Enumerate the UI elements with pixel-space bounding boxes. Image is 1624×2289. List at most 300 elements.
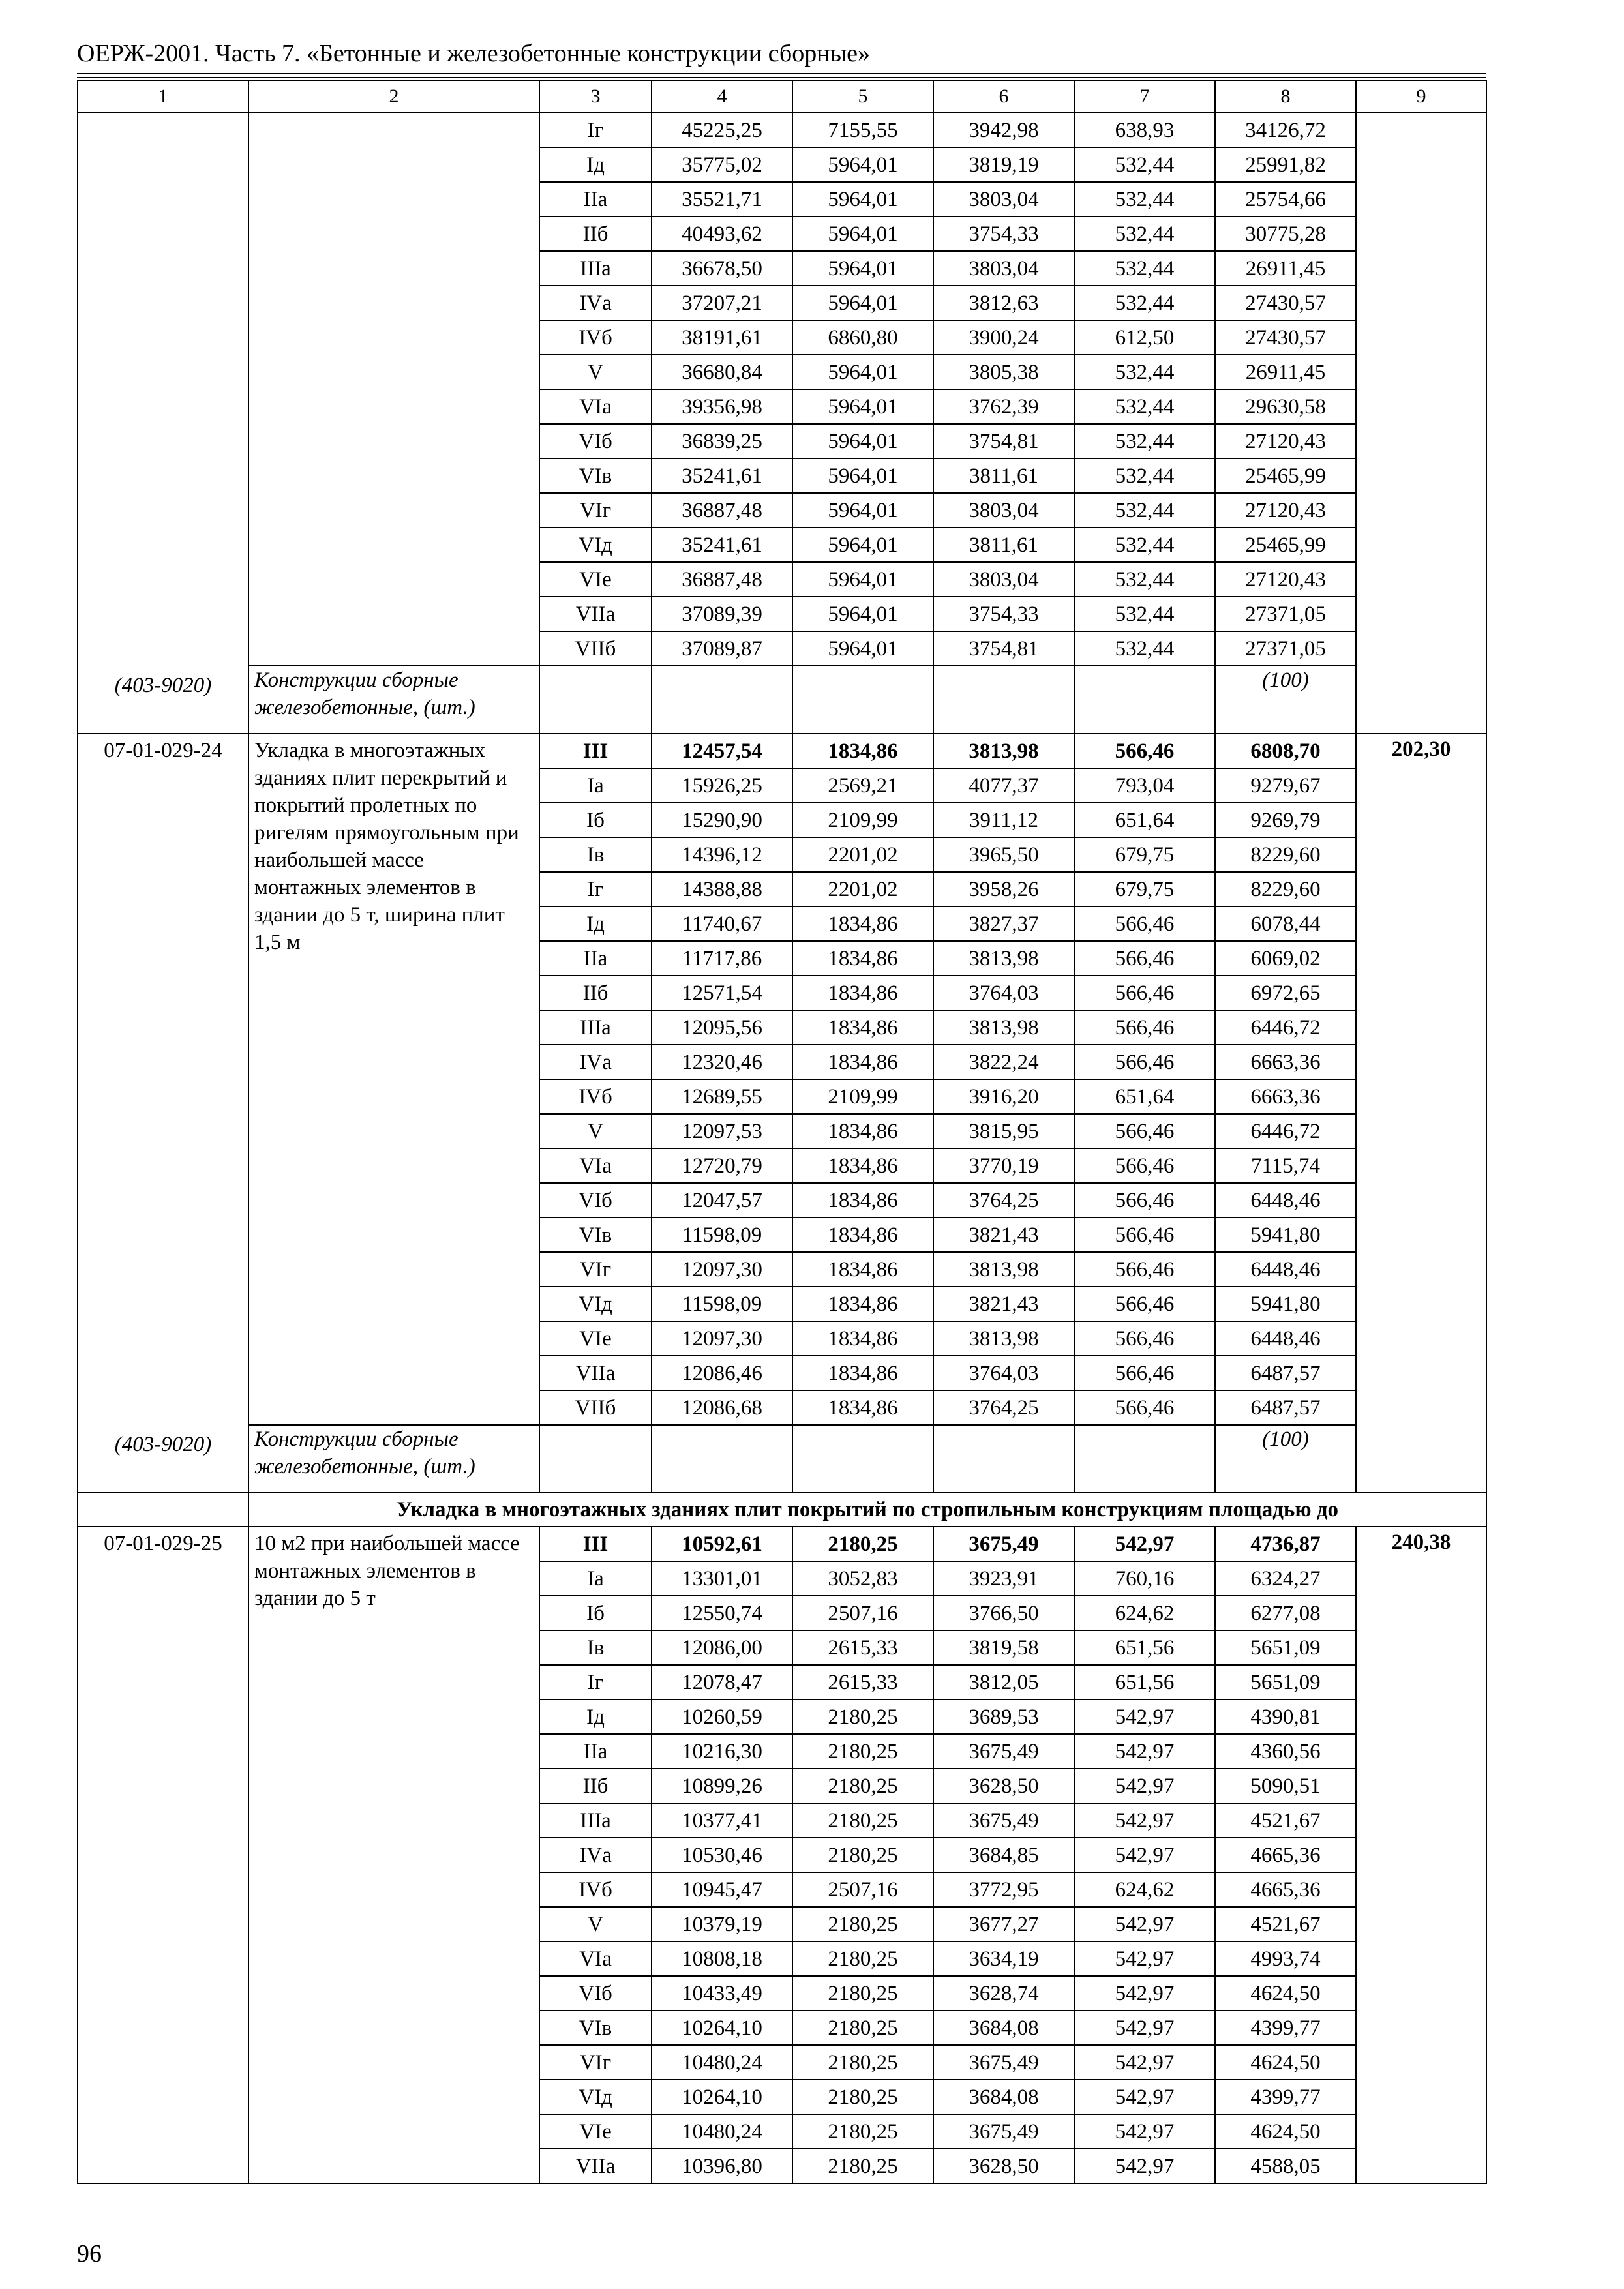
value-cell-c4: 10899,26 <box>652 1769 792 1803</box>
value-cell-c4: 10396,80 <box>652 2149 792 2183</box>
value-cell-c6: 3819,19 <box>933 147 1074 182</box>
value-cell-c6: 3821,43 <box>933 1287 1074 1321</box>
value-cell-c5: 2615,33 <box>792 1665 933 1699</box>
zone-cell: IVб <box>539 1872 652 1907</box>
value-cell-c8: 26911,45 <box>1215 251 1356 286</box>
value-cell-c7: 612,50 <box>1074 320 1215 355</box>
value-cell-c5: 1834,86 <box>792 1183 933 1218</box>
zone-cell: VIа <box>539 1148 652 1183</box>
table-row <box>78 1527 1486 1561</box>
value-cell-c4: 12457,54 <box>652 734 792 768</box>
value-cell-c7: 532,44 <box>1074 458 1215 493</box>
description-cell <box>248 113 539 666</box>
value-cell-c5: 2507,16 <box>792 1872 933 1907</box>
value-cell-c8: 4993,74 <box>1215 1941 1356 1976</box>
value-cell-c6: 4077,37 <box>933 768 1074 803</box>
value-cell-c5: 1834,86 <box>792 1287 933 1321</box>
value-cell-c8: 6487,57 <box>1215 1390 1356 1425</box>
value-cell-c8: 6069,02 <box>1215 941 1356 976</box>
zone-cell: VIб <box>539 1976 652 2011</box>
value-cell-c6: 3900,24 <box>933 320 1074 355</box>
value-cell-c8: 4588,05 <box>1215 2149 1356 2183</box>
value-cell-c6: 3803,04 <box>933 493 1074 528</box>
value-cell-c6: 3812,63 <box>933 286 1074 320</box>
value-cell-c6: 3628,74 <box>933 1976 1074 2011</box>
value-cell-c5: 2180,25 <box>792 1734 933 1769</box>
value-cell-c7: 566,46 <box>1074 1287 1215 1321</box>
value-cell-c7: 542,97 <box>1074 2114 1215 2149</box>
zone-cell: VIа <box>539 1941 652 1976</box>
value-cell-c5: 1834,86 <box>792 1390 933 1425</box>
value-cell-c5: 1834,86 <box>792 941 933 976</box>
value-cell-c7: 566,46 <box>1074 1356 1215 1390</box>
value-cell-c6: 3822,24 <box>933 1045 1074 1079</box>
table-row <box>78 113 1486 147</box>
value-cell-c6: 3764,03 <box>933 976 1074 1010</box>
zone-cell: VIе <box>539 562 652 597</box>
value-cell-c6: 3958,26 <box>933 872 1074 906</box>
zone-cell: Iв <box>539 1630 652 1665</box>
zone-cell: Iд <box>539 906 652 941</box>
value-cell-c8: 25991,82 <box>1215 147 1356 182</box>
value-cell-c4: 12078,47 <box>652 1665 792 1699</box>
resource-empty <box>933 666 1074 734</box>
value-cell-c5: 2180,25 <box>792 1769 933 1803</box>
value-cell-c4: 36887,48 <box>652 493 792 528</box>
section-title-row <box>78 1493 1486 1527</box>
value-cell-c5: 2180,25 <box>792 1976 933 2011</box>
value-cell-c7: 542,97 <box>1074 2045 1215 2080</box>
value-cell-c7: 532,44 <box>1074 147 1215 182</box>
value-cell-c8: 29630,58 <box>1215 389 1356 424</box>
value-cell-c6: 3764,25 <box>933 1390 1074 1425</box>
value-cell-c7: 566,46 <box>1074 1010 1215 1045</box>
value-cell-c8: 30775,28 <box>1215 217 1356 251</box>
value-cell-c6: 3675,49 <box>933 2114 1074 2149</box>
value-cell-c4: 35521,71 <box>652 182 792 217</box>
column-number: 3 <box>539 80 652 113</box>
resource-row <box>78 666 1486 734</box>
value-cell-c6: 3813,98 <box>933 734 1074 768</box>
value-cell-c8: 27120,43 <box>1215 562 1356 597</box>
total-cell <box>1356 113 1486 734</box>
value-cell-c7: 542,97 <box>1074 1803 1215 1838</box>
value-cell-c7: 566,46 <box>1074 1114 1215 1148</box>
code-cell <box>78 113 248 734</box>
value-cell-c5: 5964,01 <box>792 251 933 286</box>
value-cell-c7: 566,46 <box>1074 1252 1215 1287</box>
resource-code: (403-9020) <box>114 1433 212 1456</box>
value-cell-c8: 27371,05 <box>1215 631 1356 666</box>
value-cell-c5: 5964,01 <box>792 528 933 562</box>
value-cell-c6: 3942,98 <box>933 113 1074 147</box>
value-cell-c8: 25465,99 <box>1215 458 1356 493</box>
value-cell-c7: 542,97 <box>1074 1699 1215 1734</box>
value-cell-c6: 3634,19 <box>933 1941 1074 1976</box>
value-cell-c8: 27120,43 <box>1215 424 1356 458</box>
zone-cell: Iа <box>539 768 652 803</box>
value-cell-c5: 2180,25 <box>792 1838 933 1872</box>
value-cell-c6: 3764,03 <box>933 1356 1074 1390</box>
zone-cell: VIIа <box>539 597 652 631</box>
value-cell-c4: 10480,24 <box>652 2114 792 2149</box>
zone-cell: V <box>539 355 652 389</box>
table-row <box>78 734 1486 768</box>
value-cell-c5: 1834,86 <box>792 1010 933 1045</box>
value-cell-c7: 542,97 <box>1074 1976 1215 2011</box>
resource-qty: (100) <box>1215 1425 1356 1493</box>
value-cell-c8: 4399,77 <box>1215 2011 1356 2045</box>
value-cell-c4: 12086,46 <box>652 1356 792 1390</box>
value-cell-c4: 35775,02 <box>652 147 792 182</box>
resource-empty <box>792 666 933 734</box>
value-cell-c8: 34126,72 <box>1215 113 1356 147</box>
value-cell-c6: 3754,33 <box>933 597 1074 631</box>
value-cell-c6: 3813,98 <box>933 1321 1074 1356</box>
value-cell-c4: 14396,12 <box>652 837 792 872</box>
value-cell-c7: 532,44 <box>1074 182 1215 217</box>
value-cell-c7: 532,44 <box>1074 355 1215 389</box>
value-cell-c8: 5941,80 <box>1215 1287 1356 1321</box>
zone-cell: IIа <box>539 1734 652 1769</box>
value-cell-c7: 624,62 <box>1074 1872 1215 1907</box>
value-cell-c5: 5964,01 <box>792 286 933 320</box>
value-cell-c8: 6448,46 <box>1215 1252 1356 1287</box>
value-cell-c8: 5651,09 <box>1215 1665 1356 1699</box>
value-cell-c5: 3052,83 <box>792 1561 933 1596</box>
value-cell-c7: 566,46 <box>1074 1045 1215 1079</box>
value-cell-c6: 3815,95 <box>933 1114 1074 1148</box>
value-cell-c5: 5964,01 <box>792 355 933 389</box>
value-cell-c5: 1834,86 <box>792 1218 933 1252</box>
value-cell-c6: 3811,61 <box>933 528 1074 562</box>
zone-cell: VIд <box>539 2080 652 2114</box>
value-cell-c7: 651,64 <box>1074 803 1215 837</box>
zone-cell: IVб <box>539 320 652 355</box>
price-table <box>77 80 1487 2184</box>
value-cell-c6: 3684,08 <box>933 2011 1074 2045</box>
value-cell-c6: 3827,37 <box>933 906 1074 941</box>
value-cell-c5: 1834,86 <box>792 906 933 941</box>
resource-qty: (100) <box>1215 666 1356 734</box>
value-cell-c4: 15926,25 <box>652 768 792 803</box>
value-cell-c8: 4390,81 <box>1215 1699 1356 1734</box>
value-cell-c6: 3812,05 <box>933 1665 1074 1699</box>
zone-cell: Iд <box>539 1699 652 1734</box>
value-cell-c6: 3684,08 <box>933 2080 1074 2114</box>
value-cell-c6: 3762,39 <box>933 389 1074 424</box>
value-cell-c8: 6663,36 <box>1215 1045 1356 1079</box>
total-cell: 202,30 <box>1356 734 1486 1493</box>
value-cell-c8: 6277,08 <box>1215 1596 1356 1630</box>
value-cell-c5: 2180,25 <box>792 1907 933 1941</box>
value-cell-c5: 2201,02 <box>792 837 933 872</box>
resource-empty <box>1074 1425 1215 1493</box>
value-cell-c5: 2180,25 <box>792 1527 933 1561</box>
value-cell-c8: 6446,72 <box>1215 1114 1356 1148</box>
value-cell-c8: 5651,09 <box>1215 1630 1356 1665</box>
rate-description: Укладка в многоэтажных зданиях плит перекрытий и покрытий пролетных по ригелям прямоугольным при наибольшей массе монтажных элементов в здании до 5 т, ширина плит 1,5 м <box>254 739 519 954</box>
value-cell-c4: 12571,54 <box>652 976 792 1010</box>
code-cell <box>78 1527 248 2183</box>
value-cell-c5: 1834,86 <box>792 1356 933 1390</box>
value-cell-c5: 2180,25 <box>792 2011 933 2045</box>
value-cell-c6: 3675,49 <box>933 1734 1074 1769</box>
value-cell-c7: 532,44 <box>1074 493 1215 528</box>
description-cell <box>248 1527 539 2183</box>
value-cell-c4: 45225,25 <box>652 113 792 147</box>
value-cell-c8: 4521,67 <box>1215 1907 1356 1941</box>
value-cell-c4: 14388,88 <box>652 872 792 906</box>
value-cell-c8: 7115,74 <box>1215 1148 1356 1183</box>
value-cell-c5: 2109,99 <box>792 1079 933 1114</box>
value-cell-c8: 4521,67 <box>1215 1803 1356 1838</box>
value-cell-c6: 3813,98 <box>933 1252 1074 1287</box>
value-cell-c8: 27371,05 <box>1215 597 1356 631</box>
value-cell-c4: 36680,84 <box>652 355 792 389</box>
value-cell-c7: 532,44 <box>1074 286 1215 320</box>
value-cell-c5: 5964,01 <box>792 458 933 493</box>
value-cell-c4: 11598,09 <box>652 1218 792 1252</box>
value-cell-c5: 5964,01 <box>792 217 933 251</box>
value-cell-c5: 2180,25 <box>792 2045 933 2080</box>
value-cell-c8: 4399,77 <box>1215 2080 1356 2114</box>
value-cell-c4: 10379,19 <box>652 1907 792 1941</box>
value-cell-c4: 37089,39 <box>652 597 792 631</box>
value-cell-c5: 1834,86 <box>792 1252 933 1287</box>
zone-cell: IVа <box>539 1838 652 1872</box>
zone-cell: IIб <box>539 217 652 251</box>
value-cell-c5: 5964,01 <box>792 493 933 528</box>
value-cell-c5: 2201,02 <box>792 872 933 906</box>
zone-cell: VIв <box>539 2011 652 2045</box>
value-cell-c7: 566,46 <box>1074 1183 1215 1218</box>
zone-cell: IIIа <box>539 1010 652 1045</box>
value-cell-c6: 3803,04 <box>933 251 1074 286</box>
value-cell-c7: 532,44 <box>1074 597 1215 631</box>
value-cell-c6: 3766,50 <box>933 1596 1074 1630</box>
zone-cell: Iг <box>539 113 652 147</box>
value-cell-c7: 532,44 <box>1074 424 1215 458</box>
value-cell-c5: 1834,86 <box>792 1045 933 1079</box>
value-cell-c7: 542,97 <box>1074 1527 1215 1561</box>
zone-cell: Iв <box>539 837 652 872</box>
value-cell-c4: 10264,10 <box>652 2011 792 2045</box>
value-cell-c7: 542,97 <box>1074 2149 1215 2183</box>
value-cell-c8: 4624,50 <box>1215 2045 1356 2080</box>
value-cell-c8: 6663,36 <box>1215 1079 1356 1114</box>
value-cell-c5: 1834,86 <box>792 1114 933 1148</box>
value-cell-c8: 27430,57 <box>1215 286 1356 320</box>
value-cell-c5: 1834,86 <box>792 734 933 768</box>
value-cell-c4: 36839,25 <box>652 424 792 458</box>
value-cell-c7: 651,56 <box>1074 1665 1215 1699</box>
zone-cell: VIIа <box>539 2149 652 2183</box>
value-cell-c6: 3770,19 <box>933 1148 1074 1183</box>
value-cell-c7: 651,64 <box>1074 1079 1215 1114</box>
value-cell-c8: 27430,57 <box>1215 320 1356 355</box>
resource-empty <box>933 1425 1074 1493</box>
value-cell-c6: 3813,98 <box>933 941 1074 976</box>
value-cell-c7: 532,44 <box>1074 631 1215 666</box>
zone-cell: VIа <box>539 389 652 424</box>
value-cell-c7: 679,75 <box>1074 872 1215 906</box>
column-number: 5 <box>792 80 933 113</box>
value-cell-c4: 40493,62 <box>652 217 792 251</box>
value-cell-c5: 5964,01 <box>792 147 933 182</box>
value-cell-c5: 2569,21 <box>792 768 933 803</box>
value-cell-c8: 4360,56 <box>1215 1734 1356 1769</box>
value-cell-c8: 4624,50 <box>1215 1976 1356 2011</box>
zone-cell: Iг <box>539 1665 652 1699</box>
value-cell-c7: 566,46 <box>1074 1218 1215 1252</box>
value-cell-c6: 3916,20 <box>933 1079 1074 1114</box>
value-cell-c6: 3677,27 <box>933 1907 1074 1941</box>
zone-cell: VIIа <box>539 1356 652 1390</box>
value-cell-c7: 566,46 <box>1074 906 1215 941</box>
zone-cell: IIа <box>539 182 652 217</box>
value-cell-c7: 532,44 <box>1074 217 1215 251</box>
value-cell-c4: 15290,90 <box>652 803 792 837</box>
value-cell-c5: 2180,25 <box>792 2149 933 2183</box>
value-cell-c6: 3819,58 <box>933 1630 1074 1665</box>
value-cell-c8: 4736,87 <box>1215 1527 1356 1561</box>
value-cell-c4: 36887,48 <box>652 562 792 597</box>
value-cell-c6: 3675,49 <box>933 1803 1074 1838</box>
value-cell-c5: 5964,01 <box>792 182 933 217</box>
value-cell-c5: 1834,86 <box>792 1148 933 1183</box>
value-cell-c5: 1834,86 <box>792 1321 933 1356</box>
value-cell-c7: 532,44 <box>1074 389 1215 424</box>
column-number: 9 <box>1356 80 1486 113</box>
value-cell-c6: 3811,61 <box>933 458 1074 493</box>
section-spacer-cell <box>78 1493 248 1527</box>
value-cell-c6: 3772,95 <box>933 1872 1074 1907</box>
value-cell-c4: 12086,68 <box>652 1390 792 1425</box>
value-cell-c4: 11740,67 <box>652 906 792 941</box>
value-cell-c4: 36678,50 <box>652 251 792 286</box>
value-cell-c6: 3805,38 <box>933 355 1074 389</box>
rate-code <box>83 113 243 115</box>
zone-cell: Iа <box>539 1561 652 1596</box>
zone-cell: Iб <box>539 1596 652 1630</box>
value-cell-c4: 12320,46 <box>652 1045 792 1079</box>
value-cell-c6: 3965,50 <box>933 837 1074 872</box>
rate-description: 10 м2 при наибольшей массе монтажных элементов в здании до 5 т <box>254 1532 520 1610</box>
value-cell-c7: 566,46 <box>1074 1321 1215 1356</box>
value-cell-c6: 3923,91 <box>933 1561 1074 1596</box>
value-cell-c4: 12720,79 <box>652 1148 792 1183</box>
zone-cell: V <box>539 1907 652 1941</box>
value-cell-c4: 10433,49 <box>652 1976 792 2011</box>
header-rule <box>77 73 1486 74</box>
value-cell-c4: 10260,59 <box>652 1699 792 1734</box>
code-cell <box>78 734 248 1493</box>
value-cell-c6: 3754,81 <box>933 424 1074 458</box>
value-cell-c6: 3628,50 <box>933 1769 1074 1803</box>
resource-empty <box>539 666 652 734</box>
zone-cell: IIа <box>539 941 652 976</box>
zone-cell: Iд <box>539 147 652 182</box>
value-cell-c6: 3684,85 <box>933 1838 1074 1872</box>
value-cell-c4: 12689,55 <box>652 1079 792 1114</box>
value-cell-c4: 11598,09 <box>652 1287 792 1321</box>
resource-empty <box>792 1425 933 1493</box>
value-cell-c6: 3675,49 <box>933 2045 1074 2080</box>
value-cell-c6: 3813,98 <box>933 1010 1074 1045</box>
value-cell-c6: 3675,49 <box>933 1527 1074 1561</box>
value-cell-c6: 3764,25 <box>933 1183 1074 1218</box>
value-cell-c4: 37089,87 <box>652 631 792 666</box>
zone-cell: VIе <box>539 1321 652 1356</box>
section-title: Укладка в многоэтажных зданиях плит покрытий по стропильным конструкциям площадью до <box>248 1493 1486 1527</box>
zone-cell: III <box>539 734 652 768</box>
value-cell-c6: 3628,50 <box>933 2149 1074 2183</box>
value-cell-c4: 12097,30 <box>652 1321 792 1356</box>
zone-cell: VIб <box>539 424 652 458</box>
resource-empty <box>652 666 792 734</box>
value-cell-c6: 3803,04 <box>933 562 1074 597</box>
value-cell-c7: 793,04 <box>1074 768 1215 803</box>
value-cell-c7: 566,46 <box>1074 1390 1215 1425</box>
zone-cell: VIг <box>539 1252 652 1287</box>
zone-cell: VIв <box>539 458 652 493</box>
value-cell-c5: 5964,01 <box>792 597 933 631</box>
zone-cell: VIд <box>539 528 652 562</box>
zone-cell: Iб <box>539 803 652 837</box>
resource-code: (403-9020) <box>114 674 212 697</box>
resource-name: Конструкции сборные железобетонные, (шт.) <box>248 1425 539 1493</box>
value-cell-c4: 13301,01 <box>652 1561 792 1596</box>
value-cell-c7: 566,46 <box>1074 734 1215 768</box>
value-cell-c7: 542,97 <box>1074 2011 1215 2045</box>
value-cell-c4: 12097,30 <box>652 1252 792 1287</box>
resource-row <box>78 1425 1486 1493</box>
value-cell-c8: 5941,80 <box>1215 1218 1356 1252</box>
column-number: 7 <box>1074 80 1215 113</box>
zone-cell: IIIа <box>539 251 652 286</box>
zone-cell: VIIб <box>539 1390 652 1425</box>
value-cell-c5: 2180,25 <box>792 1803 933 1838</box>
rate-code: 07-01-029-25 <box>104 1532 222 1555</box>
value-cell-c5: 2180,25 <box>792 2080 933 2114</box>
value-cell-c4: 38191,61 <box>652 320 792 355</box>
value-cell-c7: 638,93 <box>1074 113 1215 147</box>
resource-empty <box>1074 666 1215 734</box>
resource-empty <box>539 1425 652 1493</box>
value-cell-c8: 6078,44 <box>1215 906 1356 941</box>
value-cell-c5: 2109,99 <box>792 803 933 837</box>
value-cell-c8: 8229,60 <box>1215 872 1356 906</box>
value-cell-c5: 5964,01 <box>792 631 933 666</box>
value-cell-c7: 566,46 <box>1074 976 1215 1010</box>
value-cell-c8: 6448,46 <box>1215 1321 1356 1356</box>
value-cell-c8: 9269,79 <box>1215 803 1356 837</box>
column-number-row <box>78 80 1486 113</box>
value-cell-c6: 3689,53 <box>933 1699 1074 1734</box>
value-cell-c8: 4665,36 <box>1215 1838 1356 1872</box>
value-cell-c5: 7155,55 <box>792 113 933 147</box>
value-cell-c8: 4624,50 <box>1215 2114 1356 2149</box>
zone-cell: VIб <box>539 1183 652 1218</box>
value-cell-c8: 25465,99 <box>1215 528 1356 562</box>
column-number: 6 <box>933 80 1074 113</box>
value-cell-c5: 1834,86 <box>792 976 933 1010</box>
zone-cell: IVа <box>539 286 652 320</box>
total-cell: 240,38 <box>1356 1527 1486 2183</box>
column-number: 8 <box>1215 80 1356 113</box>
zone-cell: Iг <box>539 872 652 906</box>
